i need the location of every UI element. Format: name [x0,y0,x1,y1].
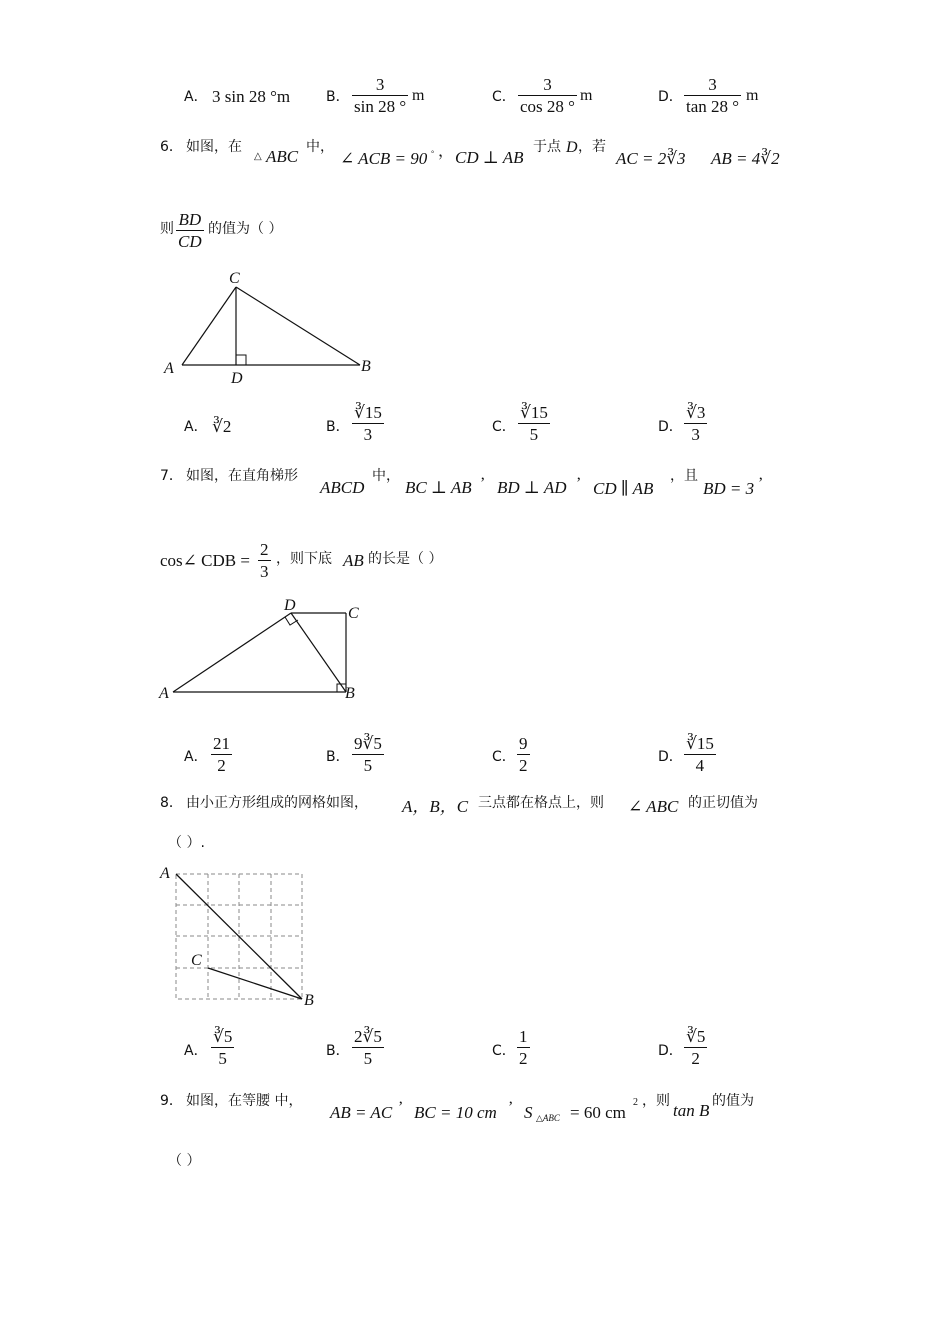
q8-text-tangent: 的正切值为 [688,795,758,811]
q6-option-b-label: B． [326,419,350,435]
q7-text-xiadi: ，则下底 [276,551,332,567]
q6-right-angle-mark [236,355,246,365]
q7-text-intro: 如图，在直角梯形 [186,468,298,484]
q6-option-d-numerator: ∛3 [686,403,706,422]
q7-text-post: 的长是（ ） [368,551,443,567]
q5-option-d-label: D． [658,89,683,105]
q5-option-b-unit: m [412,87,425,104]
q7-option-a-label: A． [184,749,208,765]
q6-line2-pre: 则 [160,221,174,237]
fraction-bar [684,1047,707,1048]
q6-label-b: B [361,358,371,375]
q9-comma-2: ’ [508,1099,514,1116]
q6-option-a-label: A． [184,419,208,435]
q7-bd-perp-ad: BD ⊥ AD [497,478,567,497]
q7-option-d-label: D． [658,749,683,765]
q6-triangle-symbol: △ [254,151,262,162]
q7-segment-ad [173,613,291,692]
q7-option-b-label: B． [326,749,350,765]
q6-point-d: D [566,139,578,156]
q7-label-d: D [284,597,296,614]
q5-option-c-unit: m [580,87,593,104]
fraction-bar [518,423,550,424]
q7-option-d-denominator: 4 [695,756,705,775]
q9-text-post: 的值为 [712,1093,754,1109]
q6-option-c-fraction [518,404,550,443]
q6-degree: ° [431,149,435,158]
q6-option-d-denominator: 3 [691,425,700,444]
q8-option-b-denominator: 5 [363,1049,373,1068]
q7-abcd: ABCD [320,478,365,497]
q5-option-b-denominator: sin 28 ° [354,97,407,116]
q6-ab-expr: AB = 4∛2 [711,149,780,168]
q8-text-mid: 三点都在格点上，则 [478,795,604,811]
q7-option-d-fraction [684,735,716,774]
q7-text-qie: ，且 [670,468,698,484]
q9-area-subscript: △ABC [536,1113,560,1123]
q8-number: 8． [160,795,183,811]
q8-label-b: B [304,992,314,1009]
q9-area-s: S [524,1103,533,1122]
q6-text-zhong: 中， [306,139,334,155]
q9-answer-paren: （ ） [168,1153,201,1169]
q6-option-a-value: ∛2 [212,417,232,436]
q9-bc-length: BC = 10 cm [414,1103,497,1122]
q8-figure [155,860,330,1012]
q6-text-ruo: ，若 [578,139,606,155]
q5-option-a-label: A． [184,89,208,105]
q7-label-a: A [159,685,169,702]
q6-label-c: C [229,270,240,287]
fraction-bar [518,95,577,96]
q5-option-b-numerator: 3 [375,75,385,94]
q5-option-c-label: C． [492,89,516,105]
q8-option-b-numerator: 2∛5 [354,1027,382,1046]
q7-option-c-numerator: 9 [519,734,528,753]
q8-angle-abc: ∠ ABC [628,797,679,816]
q6-option-c-denominator: 5 [529,425,539,444]
q8-option-c-numerator: 1 [519,1027,528,1046]
fraction-bar [684,754,716,755]
q8-points: A，B，C [402,797,469,816]
q8-option-b-label: B． [326,1043,350,1059]
q7-cos-denominator: 3 [260,562,269,581]
q7-option-a-numerator: 21 [213,734,230,753]
q7-option-b-denominator: 5 [363,756,373,775]
q7-option-c-fraction [517,735,530,774]
q8-option-d-denominator: 2 [691,1049,700,1068]
q8-option-a-label: A． [184,1043,208,1059]
q7-option-b-numerator: 9∛5 [354,734,382,753]
q7-ab: AB [343,551,364,570]
q7-option-a-fraction [211,735,232,774]
q6-perp-expr: CD ⊥ AB [455,148,524,167]
q6-segment-ac [182,287,236,365]
q6-option-b-fraction [352,404,384,443]
q7-option-b-fraction [352,735,384,774]
q6-number: 6． [160,139,183,155]
q6-ratio-numerator: BD [178,210,202,229]
q8-option-d-fraction [684,1028,707,1067]
q6-figure [155,265,395,390]
q7-cos-expr: cos∠ CDB = [160,551,250,570]
q6-option-c-label: C． [492,419,516,435]
fraction-bar [352,1047,384,1048]
q7-segment-db [291,613,346,692]
q7-comma-1: ’ [480,475,486,492]
q6-triangle-abc: ABC [266,147,299,166]
fraction-bar [211,1047,234,1048]
q6-option-b-denominator: 3 [363,425,373,444]
q6-option-d-label: D． [658,419,683,435]
q9-area-superscript: 2 [633,1097,638,1108]
q9-tan-b: tan B [673,1101,710,1120]
q6-ac-expr: AC = 2∛3 [616,149,686,168]
q6-option-b-numerator: ∛15 [354,403,382,422]
q5-option-c-denominator: cos 28 ° [520,97,575,116]
q5-option-b-fraction [352,76,408,115]
q9-number: 9． [160,1093,183,1109]
q8-option-a-denominator: 5 [218,1049,227,1068]
q7-option-a-denominator: 2 [217,756,226,775]
q6-ratio-denominator: CD [178,232,202,251]
fraction-bar [352,754,384,755]
q7-comma-2: ’ [576,475,582,492]
q6-ratio-fraction [176,211,204,250]
q6-option-c-numerator: ∛15 [520,403,548,422]
q7-figure [155,595,375,705]
fraction-bar [684,95,741,96]
q8-option-a-fraction [211,1028,234,1067]
q6-text-intro: 如图，在 [186,139,242,155]
q8-option-d-numerator: ∛5 [686,1027,706,1046]
q7-label-b: B [345,685,355,702]
q6-option-d-fraction [684,404,707,443]
q9-ab-equals-ac: AB = AC [330,1103,393,1122]
q7-label-c: C [348,605,359,622]
q8-label-a: A [160,865,170,882]
fraction-bar [211,754,232,755]
q7-bc-perp-ab: BC ⊥ AB [405,478,472,497]
fraction-bar [517,1047,530,1048]
q9-comma-1: ’ [398,1099,404,1116]
q6-angle-expr: ∠ ACB = 90 [340,149,428,168]
q6-label-d: D [231,370,243,387]
q8-option-d-label: D． [658,1043,683,1059]
q7-cos-fraction [258,541,271,580]
q9-text-ze: ，则 [642,1093,670,1109]
q8-option-c-denominator: 2 [519,1049,528,1068]
q8-segment-cb [208,968,302,999]
q7-option-c-label: C． [492,749,516,765]
q8-option-b-fraction [352,1028,384,1067]
q8-text-intro: 由小正方形组成的网格如图， [186,795,368,811]
q5-option-d-unit: m [746,87,759,104]
q7-cos-numerator: 2 [260,540,269,559]
q7-option-c-denominator: 2 [519,756,528,775]
q8-option-c-label: C． [492,1043,516,1059]
q5-option-d-denominator: tan 28 ° [686,97,740,116]
q6-comma: ， [438,143,455,160]
fraction-bar [176,230,204,231]
q9-text-intro: 如图，在等腰 中， [186,1093,303,1109]
q5-option-a-value: 3 sin 28 °m [212,87,291,106]
q8-answer-paren: （ ）. [168,835,205,851]
q7-comma-3: ’ [758,475,764,492]
fraction-bar [517,754,530,755]
q9-area-value: = 60 cm [570,1103,626,1122]
q8-option-c-fraction [517,1028,530,1067]
q5-option-c-fraction [518,76,577,115]
q6-line2-post: 的值为（ ） [208,221,283,237]
q7-bd-equals-3: BD = 3 [703,479,755,498]
q7-option-d-numerator: ∛15 [686,734,714,753]
q7-text-zhong: 中， [372,468,400,484]
q7-cd-parallel-ab: CD ∥ AB [593,479,654,498]
q6-segment-cb [236,287,360,365]
q8-label-c: C [191,952,202,969]
q6-label-a: A [164,360,174,377]
fraction-bar [258,560,271,561]
fraction-bar [684,423,707,424]
q5-option-d-numerator: 3 [708,75,717,94]
q7-right-angle-mark-d [285,617,298,625]
q6-text-yudian: 于点 [533,139,561,155]
q5-option-d-fraction [684,76,741,115]
q8-option-a-numerator: ∛5 [213,1027,233,1046]
q7-number: 7． [160,468,183,484]
q5-option-b-label: B． [326,89,350,105]
q5-option-c-numerator: 3 [543,75,552,94]
fraction-bar [352,95,408,96]
fraction-bar [352,423,384,424]
